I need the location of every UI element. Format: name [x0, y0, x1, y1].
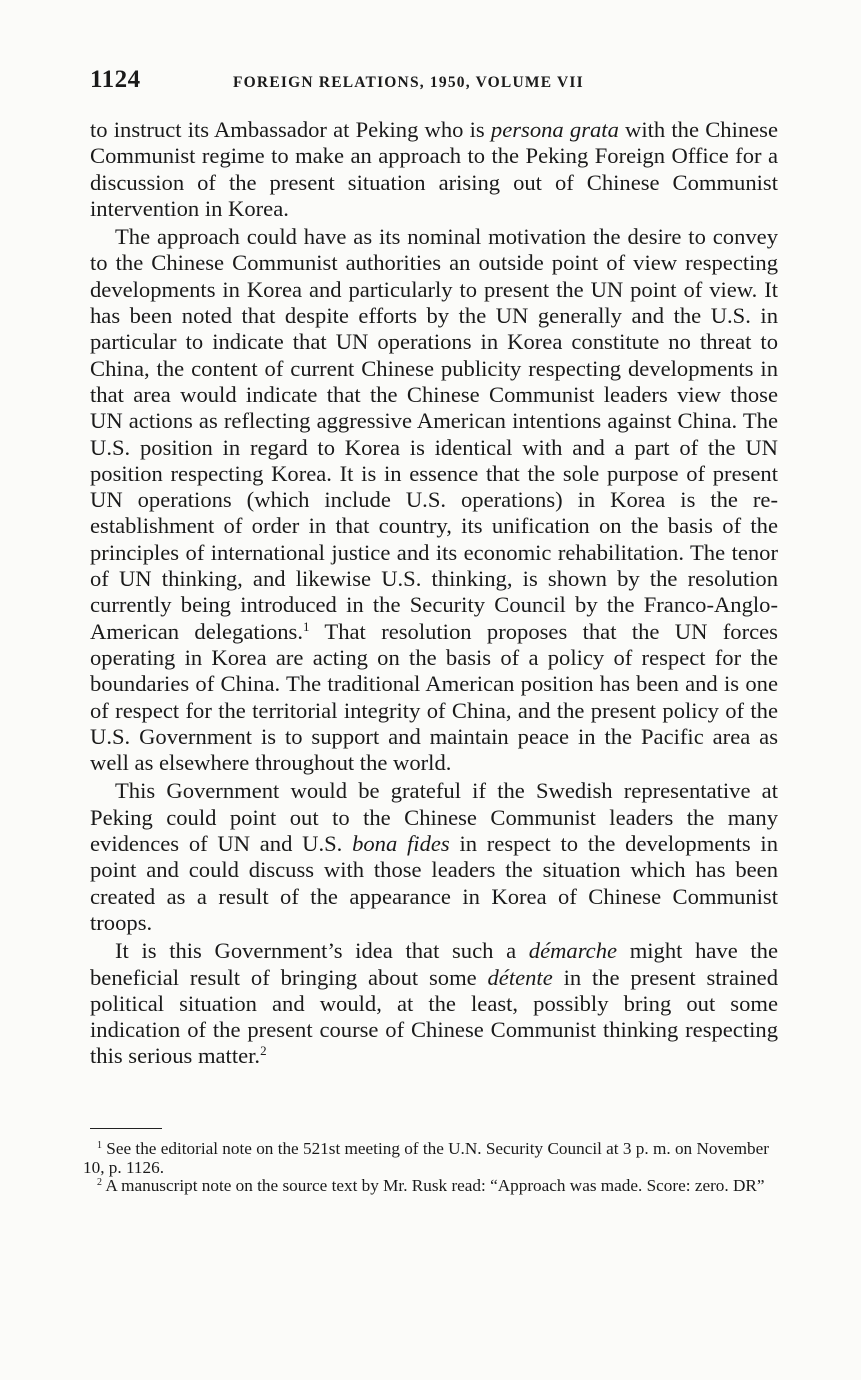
paragraph-2-text-b: That resolution proposes that the UN forces operating in Korea are acting on the basis of a policy of respect for the boundaries of China. The traditional American position has been and is one of respect for the territorial integrity of China, and the present policy of the U.S. Government is to support and maintain peace in the Pacific area as well as elsewhere throughout the world.	[90, 618, 778, 776]
paragraph-3	[90, 778, 778, 936]
paragraph-2-text-a: The approach could have as its nominal motivation the desire to convey to the Chinese Communist authorities an outside point of view respecting developments in Korea and particularly to present the UN point of view. It has been noted that despite efforts by the UN generally and the U.S. in particular to indicate that UN operations in Korea constitute no threat to China, the content of current Chinese publicity respecting developments in that area would indicate that the Chinese Communist leaders view those UN actions as reflecting aggressive American intentions against China. The U.S. position in regard to Korea is identical with and a part of the UN position respecting Korea. It is in essence that the sole purpose of present UN operations (which include U.S. operations) in Korea is the reestablishment of order in that country, its unification on the basis of the principles of international justice and its economic rehabilitation. The tenor of UN thinking, and likewise U.S. thinking, is shown by the resolution currently being introduced in the Security Council by the Franco-Anglo-American delegations.	[90, 224, 778, 644]
page-header	[90, 66, 780, 96]
paragraph-1-italic: persona grata	[490, 117, 619, 142]
footnotes	[83, 1140, 769, 1196]
footnote-ref-1: 1	[302, 618, 310, 634]
footnote-1-marker: 1	[97, 1140, 102, 1151]
paragraph-3-text-a: This Government would be grateful if the Swedish representative at Peking could point out to the Chinese Communist leaders the many evidences of UN and U.S.	[90, 778, 778, 857]
paragraph-4	[90, 938, 778, 1069]
body-text	[90, 117, 778, 1072]
footnote-2-text: A manuscript note on the source text by Mr. Rusk read: “Approach was made. Score: zero. DR”	[102, 1176, 765, 1195]
paragraph-4-text-a: It is this Government’s idea that such a	[115, 938, 529, 964]
footnote-1-text: See the editorial note on the 521st meeting of the U.N. Security Council at 3 p. m. on November 10, p. 1126.	[83, 1139, 769, 1177]
paragraph-2	[90, 224, 778, 776]
paragraph-1-text-b: with the Chinese Communist regime to make an approach to the Peking Foreign Office for a discussion of the present situation arising out of Chinese Communist intervention in Korea.	[90, 117, 778, 221]
paragraph-4-text-b: might have the beneficial result of bringing about some	[90, 938, 778, 990]
paragraph-4-text-c: in the present strained political situation and would, at the least, possibly bring out some indication of the present course of Chinese Communist thinking respecting this serious matter.	[90, 964, 778, 1069]
paragraph-4-italic-a: démarche	[528, 938, 618, 964]
footnote-ref-2: 2	[260, 1043, 267, 1059]
footnote-2	[83, 1177, 769, 1196]
paragraph-3-italic: bona fides	[352, 831, 450, 857]
footnote-divider	[90, 1128, 162, 1129]
running-head: FOREIGN RELATIONS, 1950, VOLUME VII	[233, 74, 584, 91]
footnote-1	[83, 1140, 769, 1177]
paragraph-4-italic-b: détente	[487, 964, 553, 990]
paragraph-3-text-b: in respect to the developments in point and could discuss with those leaders the situation which has been created as a result of the appearance in Korea of Chinese Communist troops.	[90, 831, 778, 935]
paragraph-1	[90, 117, 778, 222]
footnote-2-marker: 2	[97, 1177, 102, 1188]
paragraph-1-text-a: to instruct its Ambassador at Peking who is	[90, 117, 491, 142]
page-number: 1124	[90, 66, 141, 93]
